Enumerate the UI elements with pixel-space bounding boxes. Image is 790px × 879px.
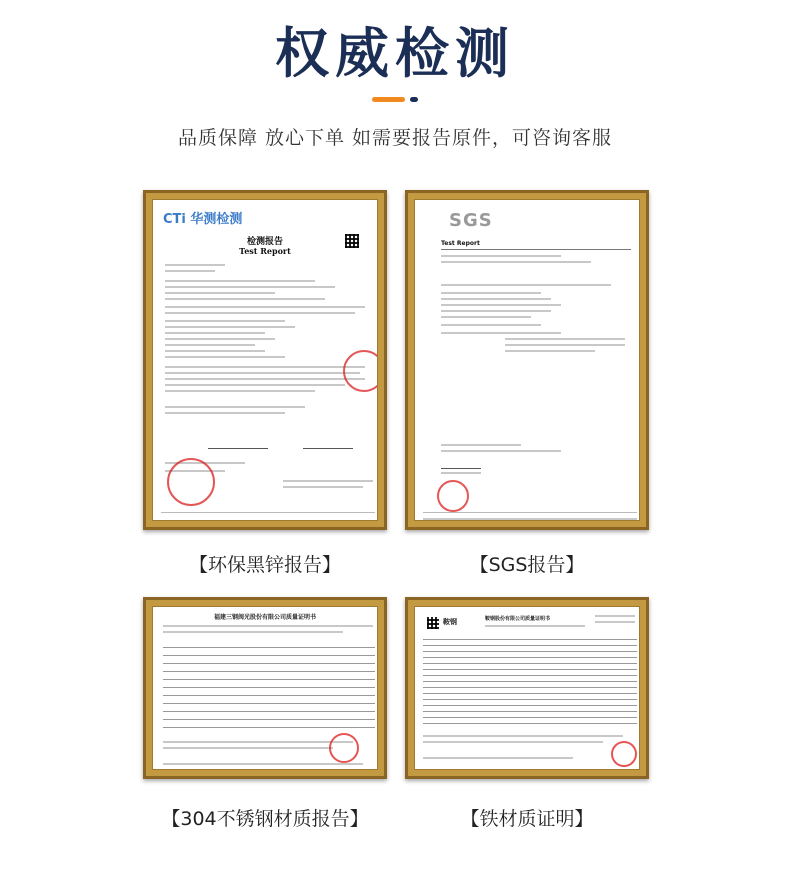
- cti-logo: CTi 华测检测: [163, 212, 243, 227]
- red-seal-stamp: [167, 458, 215, 506]
- caption-cti-report: 【环保黑锌报告】: [188, 554, 341, 576]
- sgs-logo: SGS: [449, 210, 493, 231]
- cti-report-document: [153, 200, 377, 520]
- iron-report-document: [415, 607, 639, 769]
- iron-doc-title: 鞍钢股份有限公司质量证明书: [485, 616, 551, 622]
- cti-doc-subtitle: Test Report: [239, 246, 291, 256]
- caption-iron-certificate: 【铁材质证明】: [460, 808, 594, 830]
- red-seal-stamp: [437, 480, 469, 512]
- page-subtitle: 品质保障 放心下单 如需要报告原件，可咨询客服: [177, 127, 613, 149]
- caption-sgs-report: 【SGS报告】: [469, 554, 585, 576]
- sgs-doc-title: Test Report: [441, 240, 480, 247]
- stainless-doc-title: 福建三钢闽光股份有限公司质量证明书: [213, 614, 316, 621]
- cti-doc-title: 检测报告: [246, 237, 283, 247]
- certificate-frame-iron[interactable]: [405, 597, 649, 779]
- certificate-frame-cti[interactable]: [143, 190, 387, 530]
- certificate-frame-304-stainless[interactable]: [143, 597, 387, 779]
- qr-code-icon: [427, 617, 439, 629]
- caption-304-stainless-report: 【304不锈钢材质报告】: [161, 808, 369, 830]
- red-seal-stamp: [343, 350, 378, 392]
- red-seal-stamp: [611, 741, 637, 767]
- ansteel-logo: 鞍钢: [443, 618, 457, 626]
- page-title: 权威检测: [275, 22, 515, 85]
- red-seal-stamp: [329, 733, 359, 763]
- certificate-frame-sgs[interactable]: [405, 190, 649, 530]
- stainless-report-document: [153, 607, 377, 769]
- sgs-report-document: [415, 200, 639, 520]
